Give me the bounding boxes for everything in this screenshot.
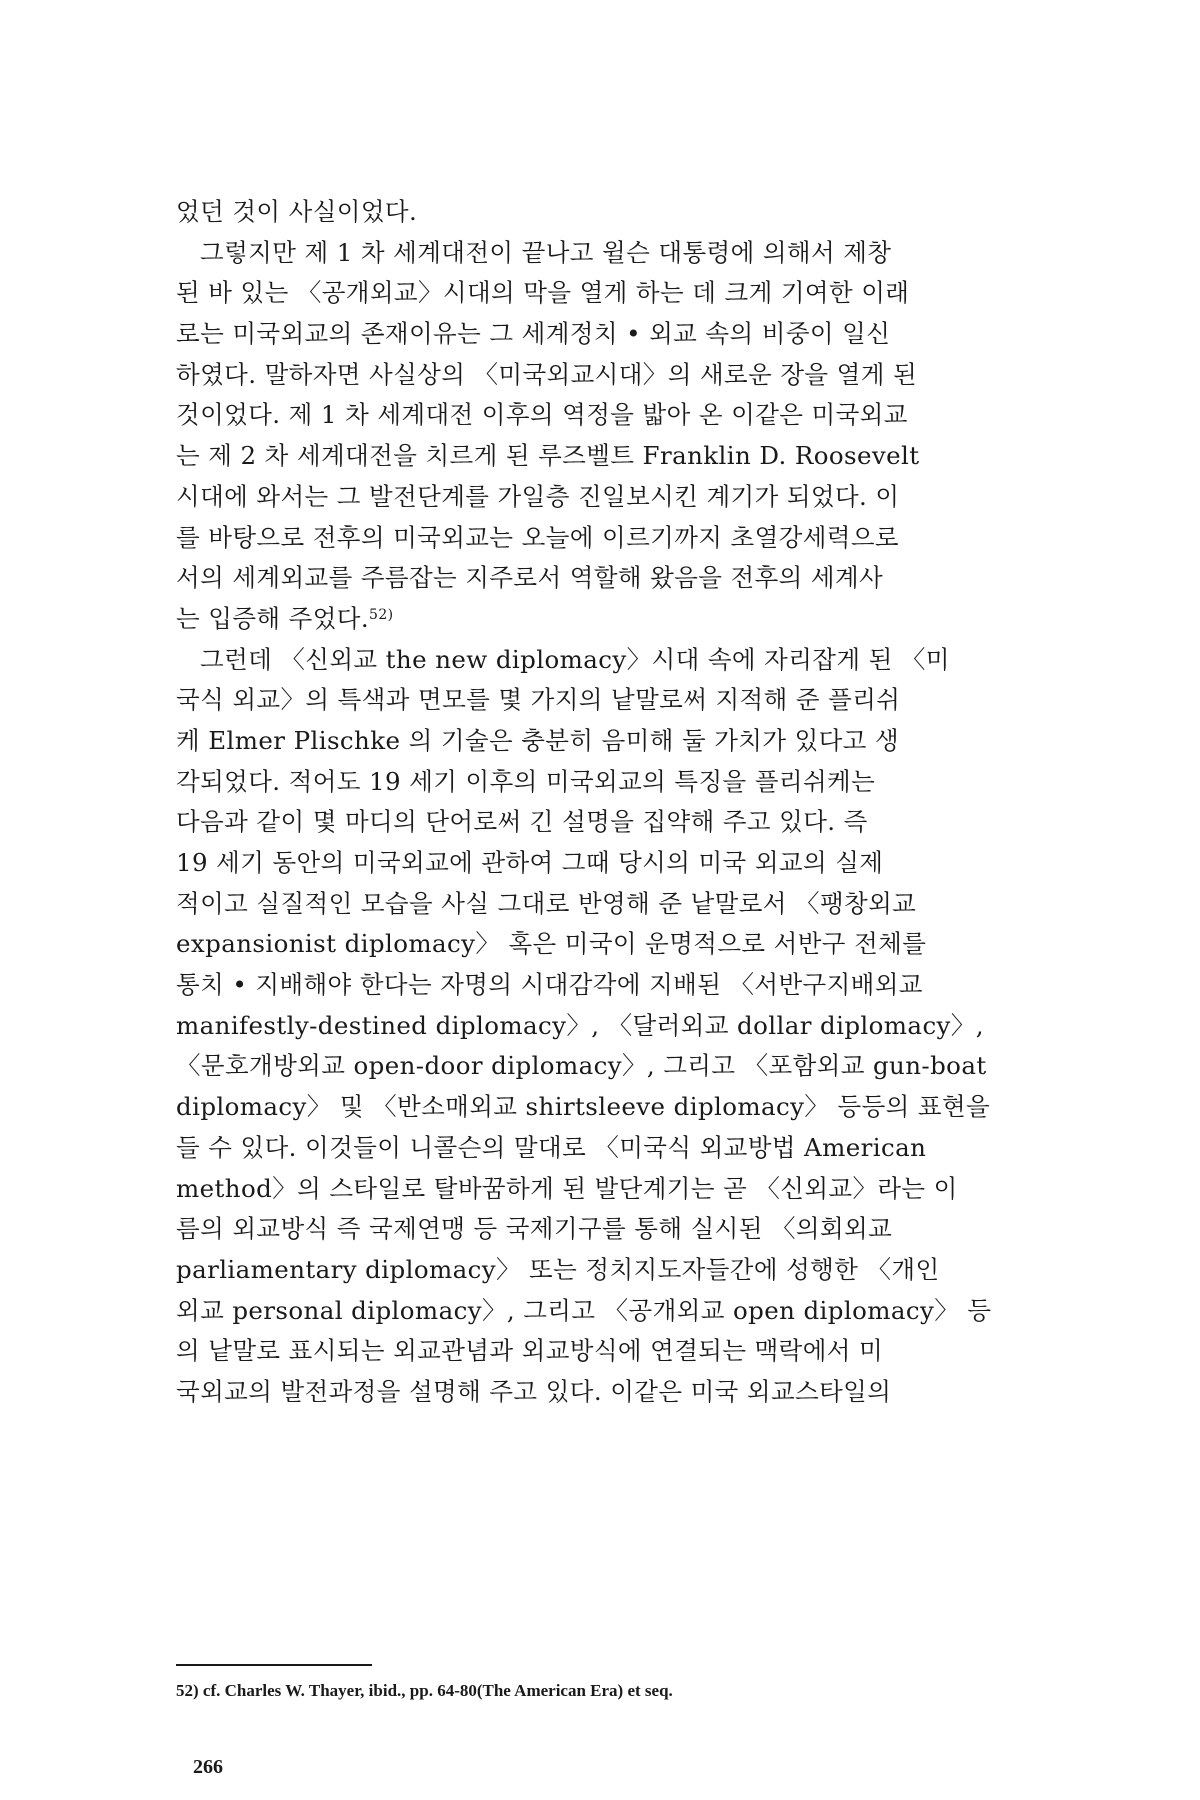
text-line: 적이고 실질적인 모습을 사실 그대로 반영해 준 낱말로서 〈팽창외교 <box>176 888 917 918</box>
text-line: 로는 미국외교의 존재이유는 그 세계정치 • 외교 속의 비중이 일신 <box>176 319 891 349</box>
footnote-reference[interactable]: 52) <box>369 606 394 623</box>
text-line: manifestly-destined diplomacy〉, 〈달러외교 dollar diplomacy〉, <box>176 1010 984 1040</box>
text-line: parliamentary diplomacy〉 또는 정치지도자들간에 성행한 〈개인 <box>176 1254 940 1284</box>
text-line: 통치 • 지배해야 한다는 자명의 시대감각에 지배된 〈서반구지배외교 <box>176 970 923 1000</box>
text-line-with-footnote-ref <box>176 599 1026 640</box>
text-line: 를 바탕으로 전후의 미국외교는 오늘에 이르기까지 초열강세력으로 <box>176 522 900 552</box>
text-line: 는 입증해 주었다. <box>176 603 370 633</box>
text-line: 는 제 2 차 세계대전을 치르게 된 루즈벨트 Franklin D. Roosevelt <box>176 441 920 471</box>
text-line: 케 Elmer Plischke 의 기술은 충분히 음미해 둘 가치가 있다고 생 <box>176 725 900 755</box>
text-line: 었던 것이 사실이었다. <box>176 197 418 226</box>
text-line: 국식 외교〉의 특색과 면모를 몇 가지의 낱말로써 지적해 준 플리쉬 <box>176 685 901 715</box>
body-text <box>176 192 1026 1413</box>
footnote-divider <box>176 1664 372 1666</box>
text-line: 된 바 있는 〈공개외교〉시대의 막을 열게 하는 데 크게 기여한 이래 <box>176 278 910 308</box>
text-line: 름의 외교방식 즉 국제연맹 등 국제기구를 통해 실시된 〈의회외교 <box>176 1214 893 1244</box>
text-line: 시대에 와서는 그 발전단계를 가일층 진일보시킨 계기가 되었다. 이 <box>176 481 900 511</box>
footnote: 52) cf. Charles W. Thayer, ibid., pp. 64-80(The American Era) et seq. <box>176 1681 673 1700</box>
text-line: expansionist diplomacy〉 혹은 미국이 운명적으로 서반구 전체를 <box>176 929 927 959</box>
text-line: diplomacy〉 및 〈반소매외교 shirtsleeve diplomacy〉 등등의 표현을 <box>176 1092 991 1122</box>
text-line: 의 낱말로 표시되는 외교관념과 외교방식에 연결되는 맥락에서 미 <box>176 1336 884 1366</box>
text-line: 19 세기 동안의 미국외교에 관하여 그때 당시의 미국 외교의 실제 <box>176 848 884 877</box>
text-line: 서의 세계외교를 주름잡는 지주로서 역할해 왔음을 전후의 세계사 <box>176 563 884 593</box>
text-line: 그렇지만 제 1 차 세계대전이 끝나고 윌슨 대통령에 의해서 제창 <box>200 237 892 267</box>
text-line: 각되었다. 적어도 19 세기 이후의 미국외교의 특징을 플리쉬케는 <box>176 766 876 796</box>
text-line: 〈문호개방외교 open-door diplomacy〉, 그리고 〈포함외교 gun-boat <box>176 1051 987 1081</box>
text-line: 하였다. 말하자면 사실상의 〈미국외교시대〉의 새로운 장을 열게 된 <box>176 359 918 389</box>
text-line: 외교 personal diplomacy〉, 그리고 〈공개외교 open diplomacy〉 등 <box>176 1295 992 1325</box>
text-line: 국외교의 발전과정을 설명해 주고 있다. 이같은 미국 외교스타일의 <box>176 1376 892 1406</box>
text-line: 다음과 같이 몇 마디의 단어로써 긴 설명을 집약해 주고 있다. 즉 <box>176 807 868 837</box>
page-number: 266 <box>193 1756 223 1778</box>
text-line: 들 수 있다. 이것들이 니콜슨의 말대로 〈미국식 외교방법 American <box>176 1132 927 1162</box>
text-line: 것이었다. 제 1 차 세계대전 이후의 역정을 밟아 온 이같은 미국외교 <box>176 400 908 430</box>
text-line: 그런데 〈신외교 the new diplomacy〉시대 속에 자리잡게 된 〈미 <box>200 644 950 674</box>
text-line: method〉의 스타일로 탈바꿈하게 된 발단계기는 곧 〈신외교〉라는 이 <box>176 1173 958 1203</box>
